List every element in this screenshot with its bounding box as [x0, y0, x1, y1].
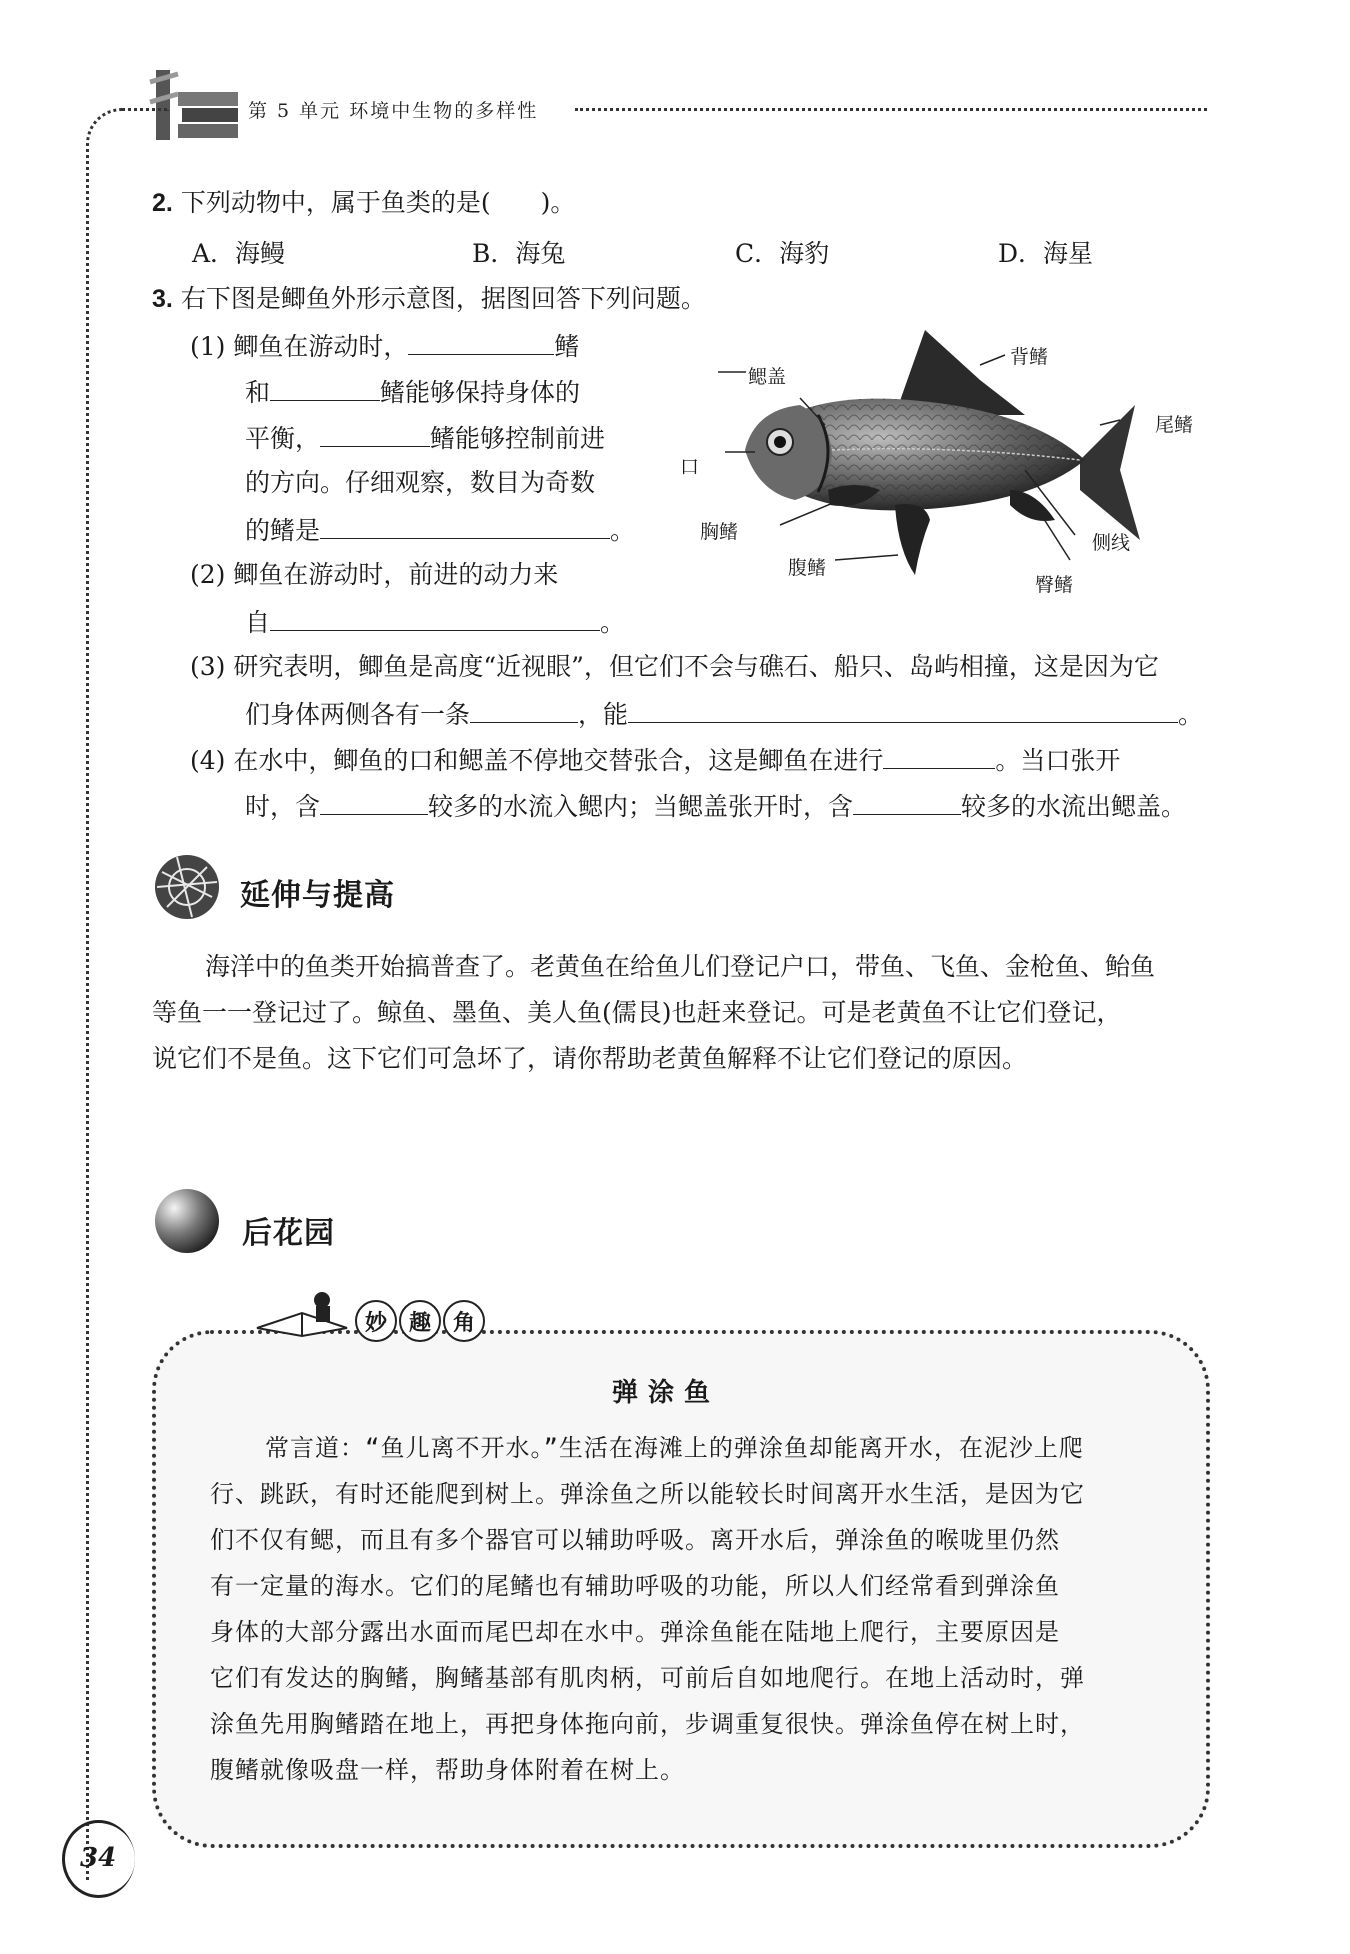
text: 的鳍是: [245, 516, 321, 545]
question-2-number: 2.: [152, 189, 173, 217]
text: 较多的水流出鳃盖。: [961, 792, 1187, 821]
sphere-icon: [152, 1186, 222, 1256]
badge-jiao: 角: [443, 1300, 485, 1342]
label-tail-fin: 尾鳍: [1155, 414, 1194, 436]
reading-book-icon: [252, 1278, 352, 1338]
article-line-4: 有一定量的海水。它们的尾鳍也有辅助呼吸的功能，所以人们经常看到弹涂鱼: [210, 1572, 1060, 1600]
text: 自: [245, 608, 271, 637]
header-divider: [575, 108, 1207, 111]
extend-line-3: 说它们不是鱼。这下它们可急坏了，请你帮助老黄鱼解释不让它们登记的原因。: [152, 1044, 1028, 1073]
badge-qu: 趣: [399, 1300, 441, 1342]
text: ，能: [578, 700, 629, 729]
question-3: [152, 282, 706, 316]
article-line-6: 它们有发达的胸鳍，胸鳍基部有肌肉柄，可前后自如地爬行。在地上活动时，弹: [210, 1664, 1085, 1692]
text: 们身体两侧各有一条: [245, 700, 471, 729]
unit-title: 第 5 单元 环境中生物的多样性: [248, 100, 539, 122]
section-title-garden: 后花园: [242, 1216, 335, 1251]
text: 。当口张开: [995, 746, 1121, 775]
text: 鳍: [554, 332, 580, 361]
label-dorsal-fin: 背鳍: [1010, 346, 1049, 368]
q3-part3-line1: (3) 研究表明，鲫鱼是高度“近视眼”，但它们不会与礁石、船只、岛屿相撞，这是因为它: [190, 652, 1159, 681]
answer-blank[interactable]: [270, 374, 380, 401]
globe-icon: [152, 852, 222, 922]
article-line-8: 腹鳍就像吸盘一样，帮助身体附着在树上。: [210, 1756, 685, 1784]
text: (4) 在水中，鲫鱼的口和鳃盖不停地交替张合，这是鲫鱼在进行: [190, 746, 884, 775]
answer-blank[interactable]: [320, 420, 430, 447]
article-line-1: 常言道：“鱼儿离不开水。”生活在海滩上的弹涂鱼却能离开水，在泥沙上爬: [265, 1434, 1084, 1462]
q3-part2-line2: [245, 604, 625, 640]
text: (1) 鲫鱼在游动时，: [190, 332, 409, 361]
question-2-stem: 下列动物中，属于鱼类的是( )。: [180, 188, 576, 217]
fun-corner-badges: [355, 1300, 485, 1342]
text: 。: [1178, 700, 1204, 729]
text: 平衡，: [245, 424, 321, 453]
page-number: 34: [80, 1843, 117, 1873]
text: 时，含: [245, 792, 321, 821]
answer-blank[interactable]: [270, 604, 600, 631]
q3-part2-line1: (2) 鲫鱼在游动时，前进的动力来: [190, 560, 559, 589]
label-anal-fin: 臀鳍: [1035, 574, 1074, 596]
extend-line-1: 海洋中的鱼类开始搞普查了。老黄鱼在给鱼儿们登记户口，带鱼、飞鱼、金枪鱼、鲐鱼: [205, 952, 1156, 981]
answer-blank[interactable]: [320, 512, 610, 539]
extend-line-2: 等鱼一一登记过了。鲸鱼、墨鱼、美人鱼(儒艮)也赶来登记。可是老黄鱼不让它们登记，: [152, 998, 1122, 1027]
answer-blank[interactable]: [628, 696, 1178, 723]
option-c: C．海豹: [735, 239, 830, 268]
q3-part1-line2: [245, 374, 580, 410]
article-line-2: 行、跳跃，有时还能爬到树上。弹涂鱼之所以能较长时间离开水生活，是因为它: [210, 1480, 1085, 1508]
article-title: 弹涂鱼: [612, 1378, 721, 1408]
q3-part4-line2: [245, 788, 1186, 824]
label-lateral-line: 侧线: [1092, 532, 1131, 554]
article-line-5: 身体的大部分露出水面而尾巴却在水中。弹涂鱼能在陆地上爬行，主要原因是: [210, 1618, 1060, 1646]
option-b: B．海兔: [472, 239, 566, 268]
answer-blank[interactable]: [883, 742, 995, 769]
article-line-7: 涂鱼先用胸鳍踏在地上，再把身体拖向前，步调重复很快。弹涂鱼停在树上时，: [210, 1710, 1085, 1738]
label-pectoral-fin: 胸鳍: [700, 521, 739, 543]
label-gill-cover: 鳃盖: [748, 366, 787, 388]
option-a: A．海鳗: [192, 239, 286, 268]
label-pelvic-fin: 腹鳍: [788, 557, 827, 579]
text: 和: [245, 378, 271, 407]
tail-fin: [1080, 405, 1140, 540]
answer-blank[interactable]: [853, 788, 961, 815]
pelvic-fin: [895, 504, 930, 575]
label-mouth: 口: [680, 456, 700, 478]
question-3-stem: 右下图是鲫鱼外形示意图，据图回答下列问题。: [180, 284, 706, 313]
text: 鳍能够控制前进: [430, 424, 606, 453]
answer-blank[interactable]: [320, 788, 428, 815]
answer-blank[interactable]: [408, 328, 554, 355]
text: 。: [600, 608, 626, 637]
text: 较多的水流入鳃内；当鳃盖张开时，含: [428, 792, 854, 821]
section-title-extend: 延伸与提高: [240, 878, 395, 913]
q3-part1-line4: 的方向。仔细观察，数目为奇数: [245, 468, 596, 497]
q3-part1-line5: [245, 512, 635, 548]
badge-miao: 妙: [355, 1300, 397, 1342]
q3-part1-line1: [190, 328, 579, 364]
option-d: D．海星: [998, 239, 1094, 268]
question-3-number: 3.: [152, 285, 173, 313]
text: 。: [610, 516, 636, 545]
q3-part3-line2: [245, 696, 1203, 732]
article-line-3: 们不仅有鳃，而且有多个器官可以辅助呼吸。离开水后，弹涂鱼的喉咙里仍然: [210, 1526, 1060, 1554]
answer-blank[interactable]: [470, 696, 578, 723]
question-2: [152, 186, 575, 220]
q3-part1-line3: [245, 420, 605, 456]
text: 鳍能够保持身体的: [380, 378, 581, 407]
anal-fin: [1010, 490, 1055, 521]
q3-part4-line1: [190, 742, 1120, 778]
